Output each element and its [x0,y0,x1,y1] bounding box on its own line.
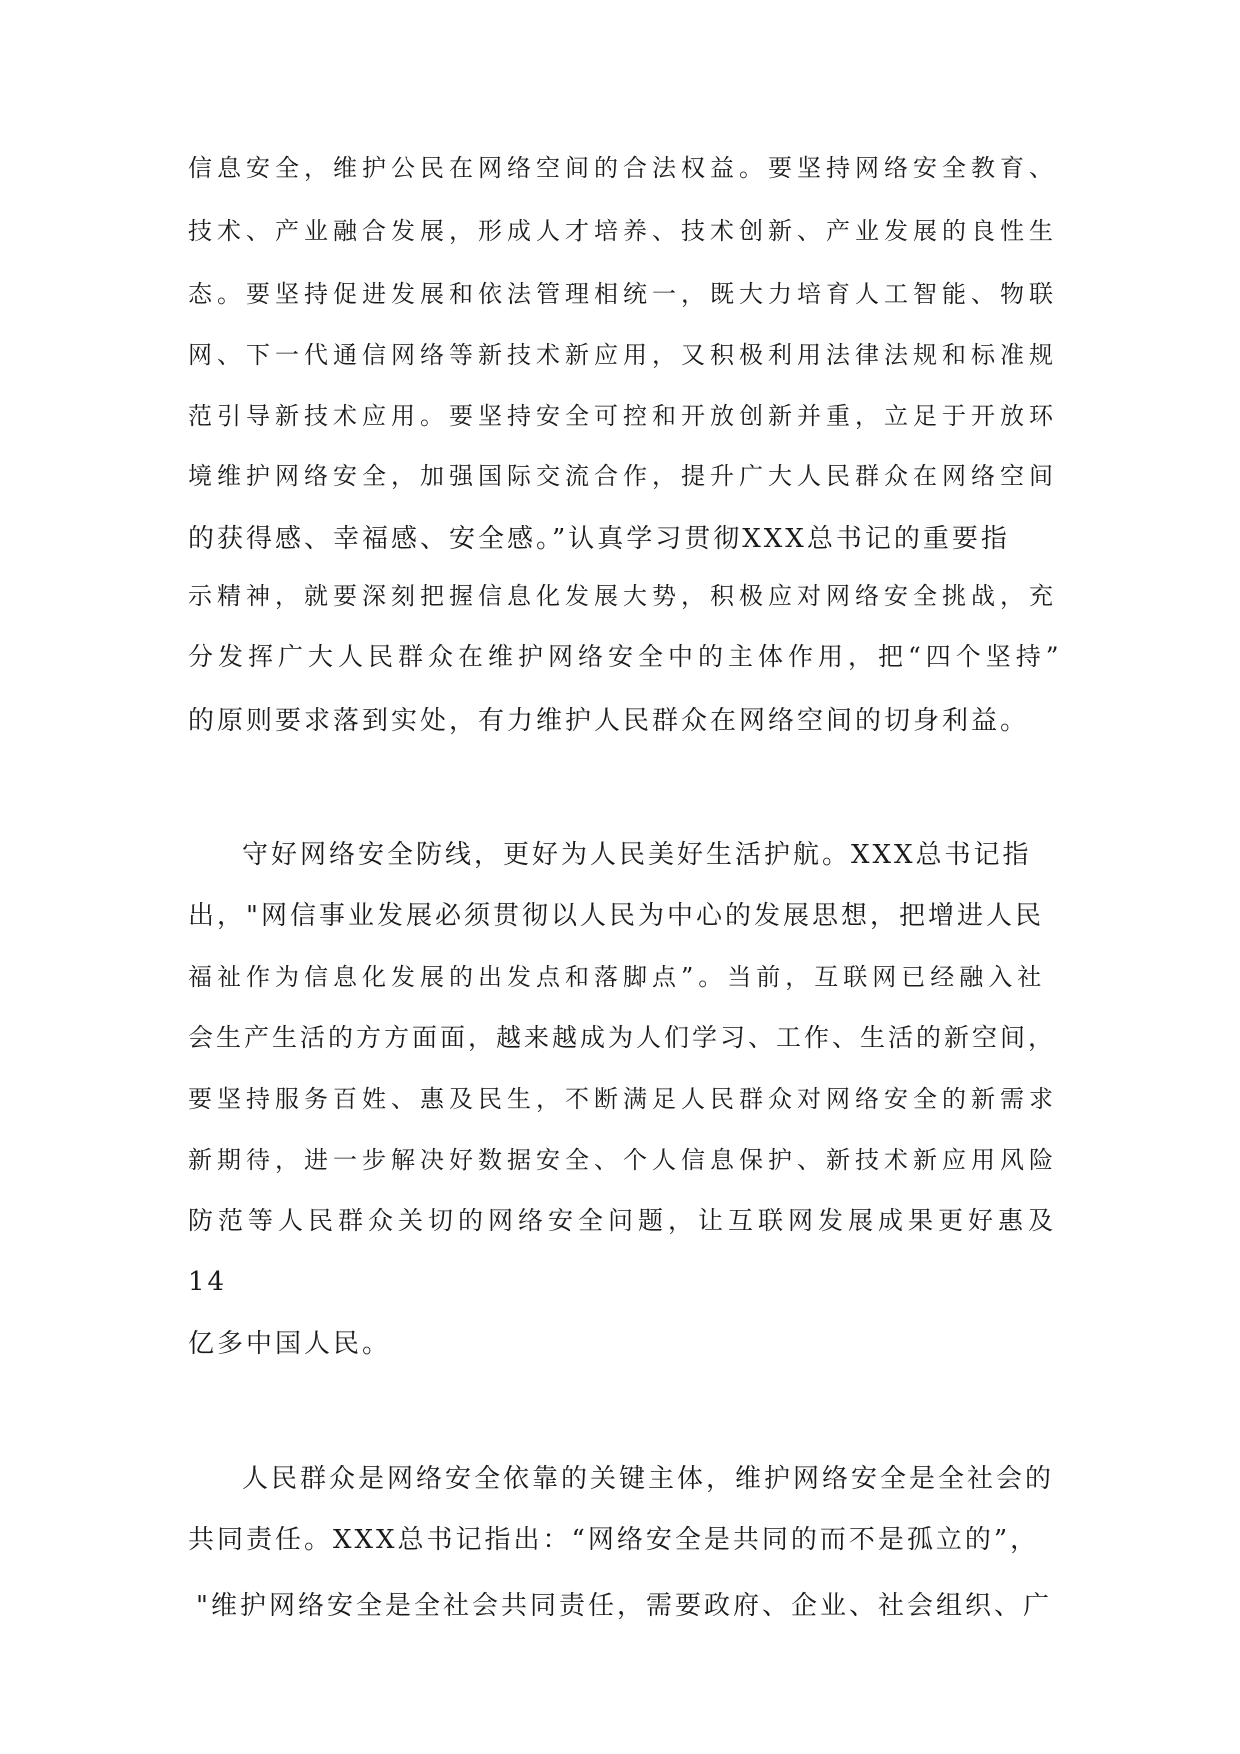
text-line: 网、下一代通信网络等新技术新应用，又积极利用法律法规和标准规 [188,341,1058,369]
text-line: 出，"网信事业发展必须贯彻以人民为中心的发展思想，把增进人民 [188,901,1044,931]
text-line: 范引导新技术应用。要坚持安全可控和开放创新并重，立足于开放环 [188,402,1058,430]
text-line: 福祉作为信息化发展的出发点和落脚点”。当前，互联网已经融入社 [188,963,1047,991]
text-line: 会生产生活的方方面面，越来越成为人们学习、工作、生活的新空间， [188,1023,1057,1052]
text-line: 技术、产业融合发展，形成人才培养、技术创新、产业发展的良性生 [188,217,1058,245]
text-line: 共同责任。XXX总书记指出：“网络安全是共同的而不是孤立的”， [188,1525,1040,1555]
paragraph-first-line: 人民群众是网络安全依靠的关键主体，维护网络安全是全社会的 [242,1464,1055,1494]
text-line: 信息安全，维护公民在网络空间的合法权益。要坚持网络安全教育、 [188,154,1058,182]
text-line: 分发挥广大人民群众在维护网络安全中的主体作用，把“四个坚持” [188,642,1064,671]
text-line: 防范等人民群众关切的网络安全问题，让互联网发展成果更好惠及 [188,1206,1059,1235]
text-line: 亿多中国人民。 [188,1329,392,1359]
text-line: 的获得感、幸福感、安全感。”认真学习贯彻XXX总书记的重要指 [188,524,1010,554]
text-line: "维护网络安全是全社会共同责任，需要政府、企业、社会组织、广 [196,1591,1052,1621]
text-line: 态。要坚持促进发展和依法管理相统一，既大力培育人工智能、物联 [188,280,1058,308]
text-line: 示精神，就要深刻把握信息化发展大势，积极应对网络安全挑战，充 [188,582,1058,610]
text-line: 新期待，进一步解决好数据安全、个人信息保护、新技术新应用风险 [188,1146,1058,1174]
paragraph-first-line: 守好网络安全防线，更好为人民美好生活护航。XXX总书记指 [242,840,1032,870]
text-line: 的原则要求落到实处，有力维护人民群众在网络空间的切身利益。 [188,706,1030,736]
text-line: 14 [188,1267,228,1297]
text-line: 境维护网络安全，加强国际交流合作，提升广大人民群众在网络空间 [188,462,1058,490]
text-line: 要坚持服务百姓、惠及民生，不断满足人民群众对网络安全的新需求 [188,1085,1058,1113]
